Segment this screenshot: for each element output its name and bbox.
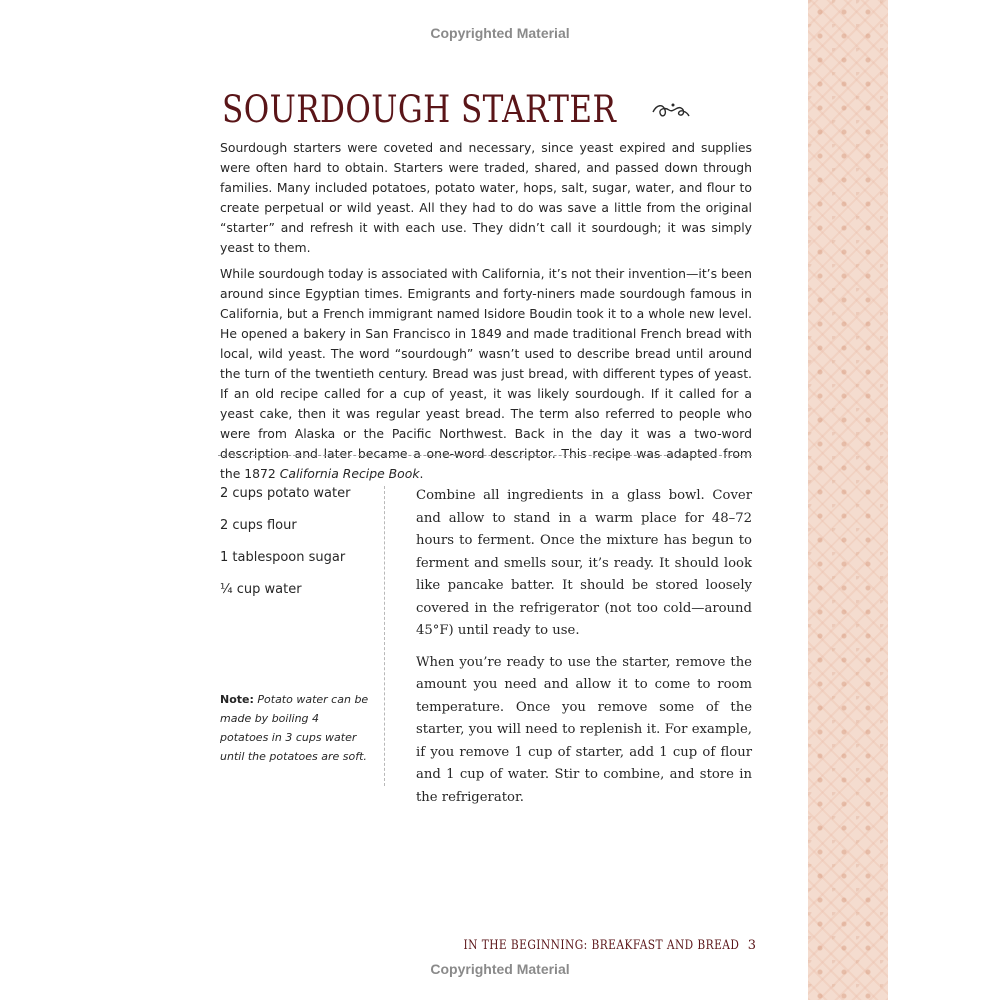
watermark-bottom: Copyrighted Material xyxy=(430,961,570,977)
chapter-title: IN THE BEGINNING: BREAKFAST AND BREAD xyxy=(463,938,740,953)
ingredient-item: 2 cups flour xyxy=(220,518,297,533)
ingredient-item: 2 cups potato water xyxy=(220,486,351,501)
note xyxy=(220,690,370,766)
directions-paragraph: When you’re ready to use the starter, remove the amount you need and allow it to come to room temperature. Once you remove some of the starter, you will need to replenish it. For example, if you remove 1 cup of starter, add 1 cup of flour and 1 cup of water. Stir to combine, and store in the refrigerator. xyxy=(416,654,752,805)
column-divider xyxy=(384,486,385,786)
flourish-icon xyxy=(651,98,691,122)
intro-paragraph-2-main: While sourdough today is associated with California, it’s not their invention—it’s been around since Egyptian times. Emigrants and forty-niners made sourdough famous in California, but a French immigrant named Isidore Boudin took it to a whole new level. He opened a bakery in San Francisco in 1849 and made traditional French bread with local, wild yeast. The word “sourdough” wasn’t used to describe bread until around the turn of the twentieth century. Bread was just bread, with different types of yeast. If an old recipe called for a cup of yeast, it was likely sourdough. If it called for a yeast cake, then it was regular yeast bread. The term also referred to people who were from Alaska or the Pacific Northwest. Back in the day it was a two-word description and later became a one-word descriptor. This recipe was adapted from the 1872 xyxy=(220,266,752,481)
recipe-title: SOURDOUGH STARTER xyxy=(222,88,617,131)
intro-text xyxy=(220,138,752,490)
ingredients-list xyxy=(220,484,370,612)
intro-paragraph-2 xyxy=(220,264,752,484)
directions-paragraph: Combine all ingredients in a glass bowl. Cover and allow to stand in a warm place for 48–72 hours to ferment. Once the mixture has begun to ferment and smells sour, it’s ready. It should look like pancake batter. It should be stored loosely covered in the refrigerator (not too cold—around 45°F) until ready to use. xyxy=(416,488,752,638)
outer-margin xyxy=(888,0,1000,1000)
intro-paragraph-1: Sourdough starters were coveted and necessary, since yeast expired and supplies were often hard to obtain. Starters were traded, shared, and passed down through families. Many included potatoes, potato water, hops, salt, sugar, water, and flour to create perpetual or wild yeast. All they had to do was save a little from the original “starter” and refresh it with each use. They didn’t call it sourdough; it was simply yeast to them. xyxy=(220,140,752,255)
watermark-top: Copyrighted Material xyxy=(430,25,570,41)
section-divider xyxy=(218,455,752,456)
note-label: Note: xyxy=(220,693,254,706)
title-row xyxy=(222,88,691,131)
book-title-italic: California Recipe Book xyxy=(279,466,420,481)
page-footer xyxy=(463,938,756,953)
note-text: Potato water can be made by boiling 4 potatoes in 3 cups water until the potatoes are soft. xyxy=(220,693,369,763)
decorative-side-strip xyxy=(808,0,888,1000)
directions xyxy=(416,485,752,818)
page-number: 3 xyxy=(747,938,756,953)
ingredient-item: ¼ cup water xyxy=(220,582,302,597)
intro-paragraph-2-end: . xyxy=(419,466,424,481)
ingredient-item: 1 tablespoon sugar xyxy=(220,550,346,565)
